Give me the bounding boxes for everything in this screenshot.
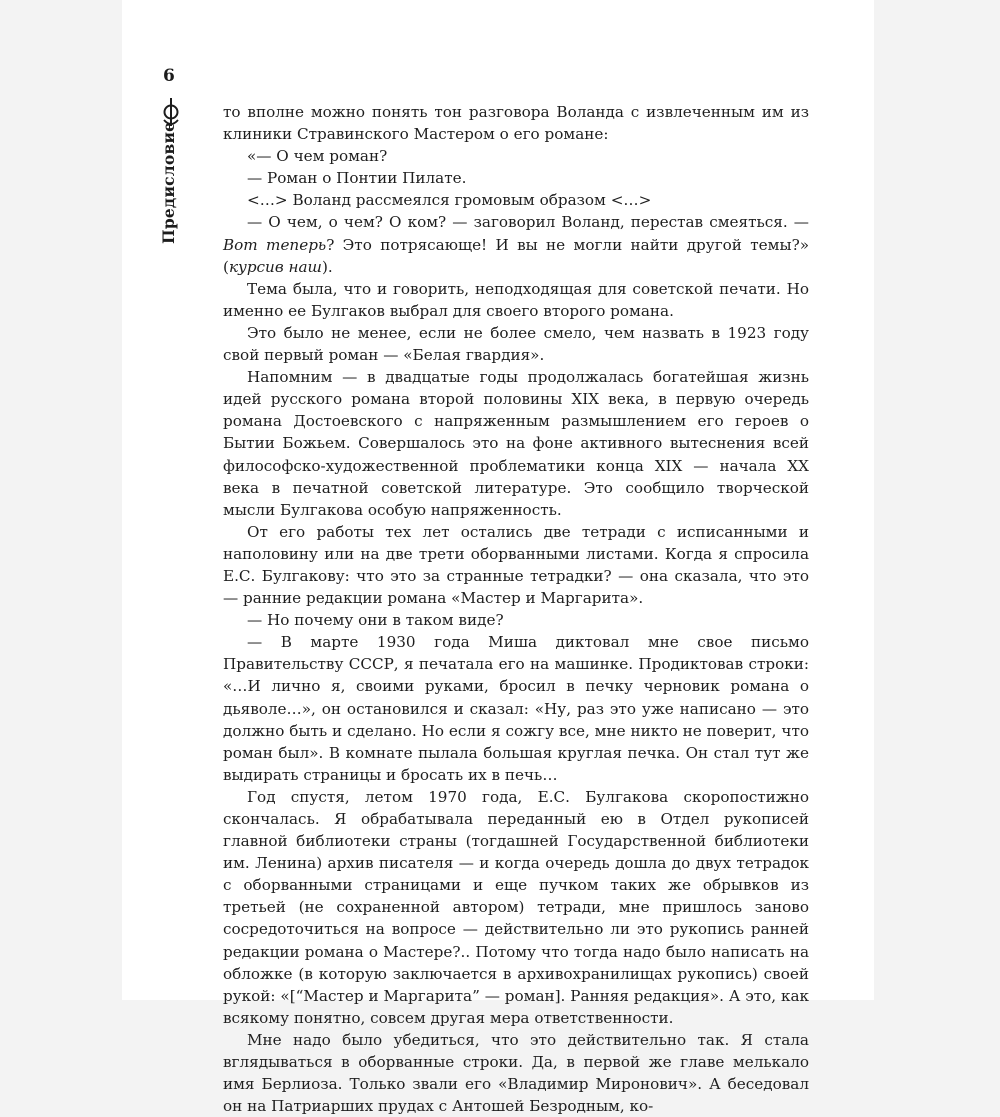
paragraph: — Роман о Понтии Пилате. [247, 169, 467, 188]
italic-phrase: курсив наш [228, 257, 322, 276]
paragraph: «— О чем роман? [247, 147, 388, 166]
paragraph: <…> Воланд рассмеялся громовым образом <…> [247, 191, 652, 210]
paragraph: то вполне можно понять тон разговора Воланда с извлеченным им из клиники Стравинского Мастером о его романе: [223, 103, 809, 144]
italic-phrase: Вот теперь [223, 235, 327, 254]
body-text [223, 101, 809, 1117]
page-number: 6 [163, 66, 175, 86]
paragraph: — В марте 1930 года Миша диктовал мне свое письмо Правительству СССР, я печатала его на машинке. Продиктовав строки: «…И лично я, своими руками, бросил в печку черновик романа о дьяволе…», он остановился и сказал: «Ну, раз это уже написано — это должно быть и сделано. Но если я сожгу все, мне никто не поверит, что роман был». В комнате пылала большая круглая печка. Он стал тут же выдирать страницы и бросать их в печь… [223, 633, 809, 784]
paragraph: Это было не менее, если не более смело, чем назвать в 1923 году свой первый роман — «Белая гвардия». [223, 323, 809, 365]
paragraph: Мне надо было убедиться, что это действительно так. Я стала вглядываться в оборванные строки. Да, в первой же главе мелькало имя Берлиоза. Только звали его «Владимир Миронович». А беседовал он на Патриарших прудах с Антошей Безродным, ко- [223, 1030, 809, 1116]
paragraph: Тема была, что и говорить, неподходящая для советской печати. Но именно ее Булгаков выбрал для своего второго романа. [223, 279, 809, 320]
paragraph: От его работы тех лет остались две тетради с исписанными и наполовину или на две трети оборванными листами. Когда я спросила Е.С. Булгакову: что это за странные тетрадки? — она сказала, что это — ранние редакции романа «Мастер и Маргарита». [223, 522, 809, 608]
running-title: Предисловие [159, 121, 178, 244]
paragraph: Напомним — в двадцатые годы продолжалась богатейшая жизнь идей русского романа второй половины XIX века, в первую очередь романа Достоевского с напряженным размышлением его героев о Бытии Божьем. Совершалось это на фоне активного вытеснения всей философско-художественной проблематики конца XIX — начала XX века в печатной советской литературе. Это сообщило творческой мысли Булгакова особую напряженность. [223, 368, 809, 519]
paragraph-with-italics: — О чем, о чем? О ком? — заговорил Воланд, перестав смеяться. — Вот теперь? Это потрясающе! И вы не могли найти другой темы?» (курсив наш). [223, 213, 809, 276]
paragraph: Год спустя, летом 1970 года, Е.С. Булгакова скоропостижно скончалась. Я обрабатывала переданный ею в Отдел рукописей главной библиотеки страны (тогдашней Государственной библиотеки им. Ленина) архив писателя — и когда очередь дошла до двух тетрадок с оборванными страницами и еще пучком таких же обрывков из третьей (не сохраненной автором) тетради, мне пришлось заново сосредоточиться на вопросе — действительно ли это рукопись ранней редакции романа о Мастере?.. Потому что тогда надо было написать на обложке (в которую заключается в архивохранилищах рукопись) своей рукой: «[“Мастер и Маргарита” — роман]. Ранняя редакция». А это, как всякому понятно, совсем другая мера ответственности. [223, 787, 809, 1027]
paragraph: — Но почему они в таком виде? [247, 611, 504, 630]
